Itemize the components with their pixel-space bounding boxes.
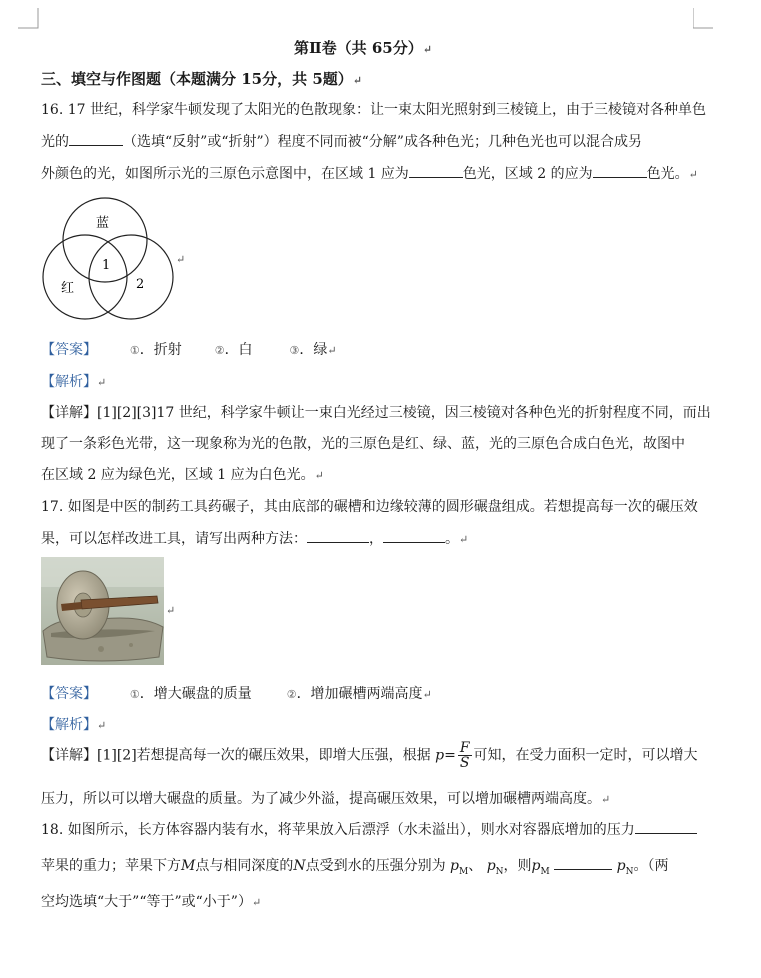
q17-blank-1[interactable] (307, 528, 369, 543)
q17-detail-line-1: 【详解】[1][2]若想提高每一次的碾压效果，即增大压强，根据 p= $\frac{F}{S}$ 可知，在受力面积一定时，可以增大 (41, 740, 698, 771)
q16-answer-line: 【答案】 ①．折射 ②．白 ③．绿↵ (41, 342, 337, 358)
label-red: 红 (61, 281, 75, 296)
primary-colors-venn-diagram (38, 194, 188, 324)
page-corner-mark-left (18, 8, 40, 30)
label-region-1: 1 (102, 258, 111, 273)
analysis-tag: 【解析】 (41, 374, 97, 390)
q18-text-line-3: 空均选填“大于”“等于”或“小于”）↵ (41, 894, 262, 910)
paragraph-mark: ↵ (166, 604, 176, 617)
paragraph-mark: ↵ (97, 719, 107, 732)
q17-blank-2[interactable] (383, 528, 445, 543)
q17-text-line-1: 17. 如图是中医的制药工具药碾子，其由底部的碾槽和边缘较薄的圆形碾盘组成。若想提高每一次的碾压效 (41, 499, 698, 515)
q16-blank-3[interactable] (593, 163, 647, 178)
point-m: M (181, 858, 196, 874)
page-title: 第Ⅱ卷（共 65分）↵ (294, 39, 432, 57)
q16-blank-1[interactable] (69, 131, 123, 146)
page-corner-mark-right (693, 8, 715, 30)
q16-text-line-1: 16. 17 世纪，科学家牛顿发现了太阳光的色散现象：让一束太阳光照射到三棱镜上，由于三棱镜对各种单色 (41, 102, 706, 118)
paragraph-mark: ↵ (459, 533, 469, 546)
q18-text-line-2: 苹果的重力；苹果下方M点与相同深度的N点受到水的压强分别为 $p_M$、 $p_N$，则$p_M$ $p_N$。（两 (41, 855, 668, 877)
q17-text-line-2: 果，可以怎样改进工具，请写出两种方法： ， 。↵ (41, 528, 468, 548)
answer-tag: 【答案】 (41, 342, 97, 358)
q17-answer-2: ．增加碾槽两端高度 (296, 686, 423, 702)
paragraph-mark: ↵ (251, 896, 262, 909)
medicine-grinder-photo (41, 557, 164, 665)
q18-text-line-1: 18. 如图所示，长方体容器内装有水，将苹果放入后漂浮（水未溢出），则水对容器底增加的压力 (41, 819, 697, 839)
q16-detail-line-2: 现了一条彩色光带，这一现象称为光的色散，光的三原色是红、绿、蓝，光的三原色合成白色光，故图中 (41, 436, 685, 452)
detail-tag: 【详解】 (41, 405, 97, 421)
formula-p: p (435, 747, 445, 764)
paragraph-mark: ↵ (352, 74, 362, 87)
q16-detail-line-3: 在区域 2 应为绿色光，区域 1 应为白色光。↵ (41, 467, 324, 483)
paragraph-mark: ↵ (422, 688, 432, 701)
paragraph-mark: ↵ (601, 793, 611, 806)
section-heading: 三、填空与作图题（本题满分 15分，共 5题）↵ (41, 70, 362, 88)
paragraph-mark: ↵ (314, 469, 324, 482)
q16-answer-1: ．折射 (139, 342, 182, 358)
q16-text-line-2: 光的 （选填“反射”或“折射”）程度不同而被“分解”成各种色光；几种色光也可以混合成另 (41, 131, 642, 151)
q17-analysis-line (41, 714, 106, 734)
analysis-tag: 【解析】 (41, 717, 97, 733)
q16-analysis-line (41, 371, 106, 391)
q17-detail-line-2: 压力，所以可以增大碾盘的质量。为了减少外溢，提高碾压效果，可以增加碾槽两端高度。↵ (41, 791, 611, 807)
pressure-formula-fraction: $\frac{F}{S}$ (459, 740, 470, 771)
green-circle (89, 235, 173, 319)
q16-answer-3: ．绿 (299, 342, 328, 358)
q17-answer-line: 【答案】 ①．增大碾盘的质量 ②．增加碾槽两端高度↵ (41, 686, 432, 702)
q16-blank-2[interactable] (409, 163, 463, 178)
q16-detail-line-1: 【详解】[1][2][3]17 世纪，科学家牛顿让一束白光经过三棱镜，因三棱镜对各种色光的折射程度不同，而出 (41, 405, 711, 421)
detail-tag: 【详解】 (41, 747, 97, 764)
paragraph-mark: ↵ (176, 253, 186, 266)
q18-blank-2[interactable] (554, 855, 612, 870)
q16-text-line-3: 外颜色的光，如图所示光的三原色示意图中，在区域 1 应为 色光，区域 2 的应为 色光。↵ (41, 163, 698, 183)
paragraph-mark: ↵ (688, 168, 698, 181)
paragraph-mark: ↵ (327, 344, 337, 357)
label-blue: 蓝 (96, 216, 110, 231)
q18-blank-1[interactable] (635, 819, 697, 834)
paragraph-mark: ↵ (97, 376, 107, 389)
q17-answer-1: ．增大碾盘的质量 (139, 686, 252, 702)
paragraph-mark: ↵ (422, 43, 432, 56)
label-region-2: 2 (136, 277, 145, 292)
answer-tag: 【答案】 (41, 686, 97, 702)
point-n: N (293, 858, 306, 874)
q16-answer-2: ．白 (224, 342, 253, 358)
